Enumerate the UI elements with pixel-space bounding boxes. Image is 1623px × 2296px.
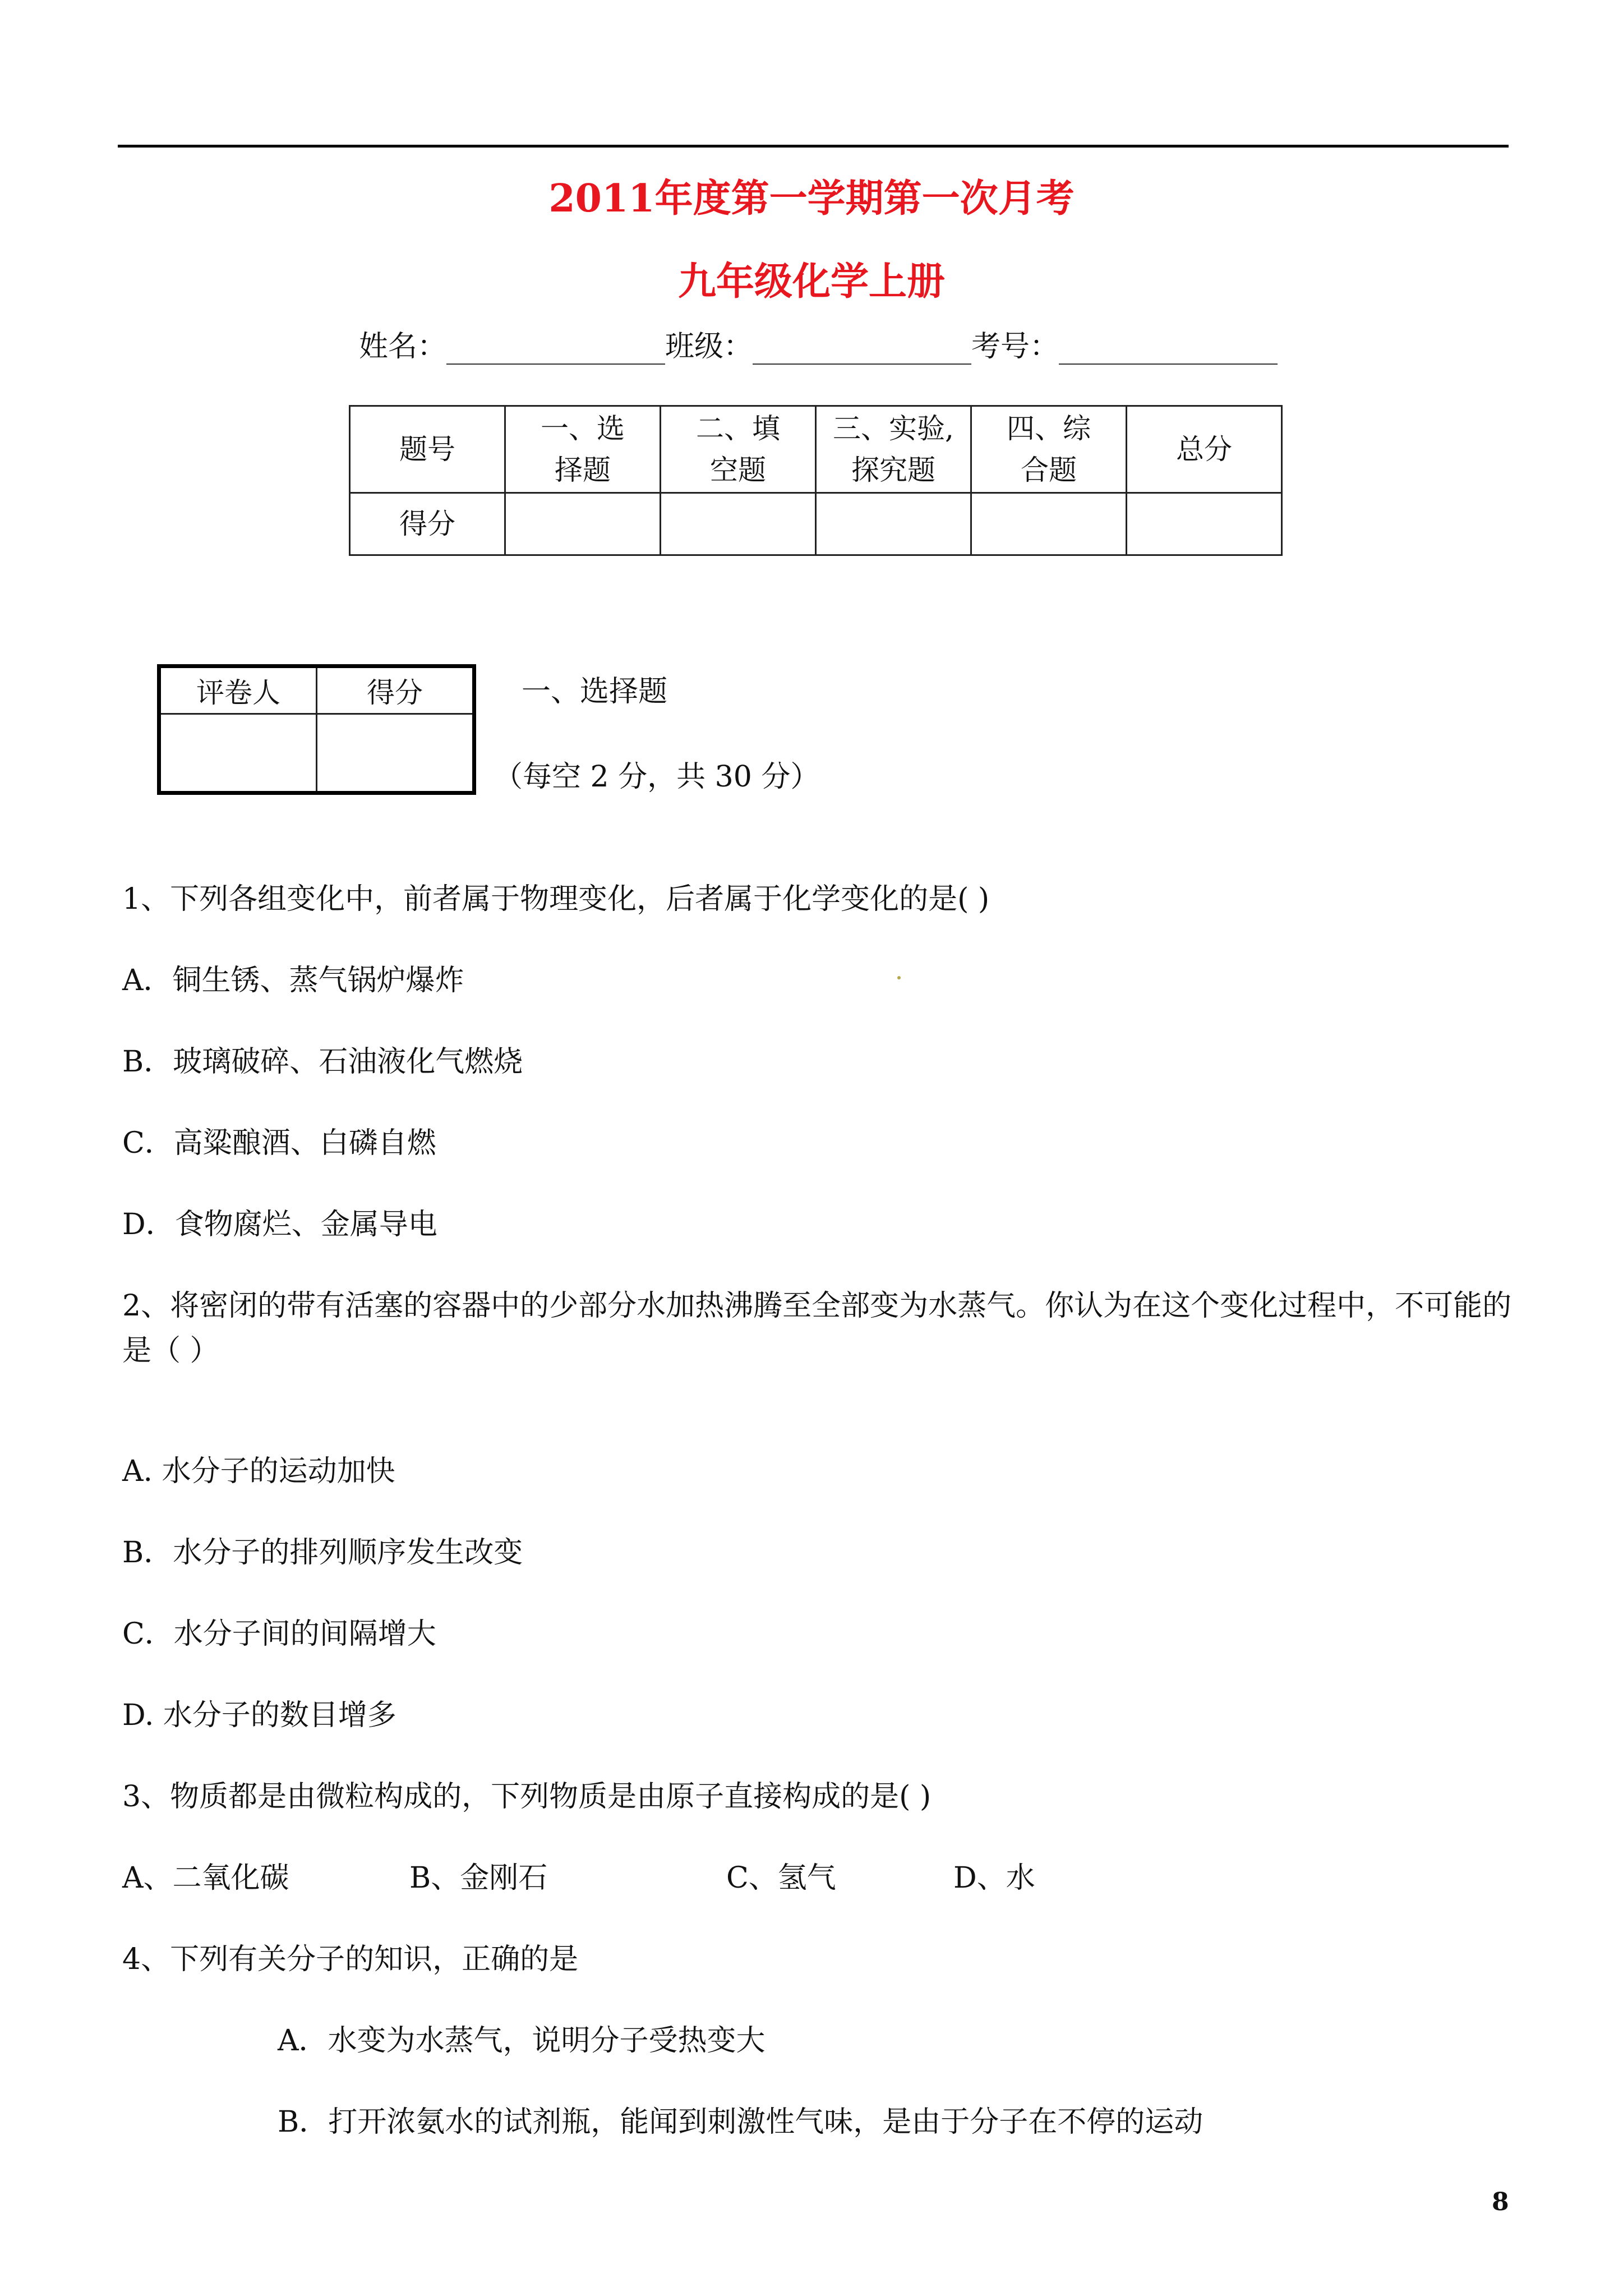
score-header-cell: 总分	[1127, 406, 1282, 493]
question-1: 1、下列各组变化中，前者属于物理变化，后者属于化学变化的是( )	[122, 882, 990, 916]
header-rule	[118, 145, 1509, 148]
class-label: 班级：	[665, 330, 753, 364]
q2-option-a: A. 水分子的运动加快	[122, 1455, 395, 1488]
grader-header: 评卷人	[159, 666, 317, 714]
score-header-cell: 二、填空题	[661, 406, 816, 493]
score-header-cell: 四、综合题	[971, 406, 1127, 493]
stray-dot	[897, 976, 901, 979]
number-field[interactable]	[1059, 339, 1278, 365]
q1-option-a: A．铜生锈、蒸气锅炉爆炸	[122, 964, 464, 997]
q2-option-c: C．水分子间的间隔增大	[122, 1617, 436, 1651]
score-cell[interactable]	[971, 493, 1127, 555]
q3-option-d: D、水	[953, 1861, 1035, 1895]
question-4: 4、下列有关分子的知识，正确的是	[122, 1943, 579, 1976]
section-note: （每空 2 分，共 30 分）	[494, 760, 820, 794]
question-3: 3、物质都是由微粒构成的，下列物质是由原子直接构成的是( )	[122, 1780, 932, 1814]
number-label: 考号：	[971, 330, 1059, 364]
grader-table	[157, 664, 476, 795]
grader-score-cell[interactable]	[317, 714, 474, 793]
q1-option-b: B．玻璃破碎、石油液化气燃烧	[122, 1045, 523, 1079]
exam-title: 2011年度第一学期第一次月考	[548, 176, 1075, 221]
name-label: 姓名：	[359, 330, 447, 364]
score-cell[interactable]	[661, 493, 816, 555]
grader-score-header: 得分	[317, 666, 474, 714]
q3-option-b: B、金刚石	[409, 1861, 548, 1895]
q2-option-b: B．水分子的排列顺序发生改变	[122, 1536, 523, 1570]
score-header-cell: 三、实验,探究题	[816, 406, 971, 493]
score-cell[interactable]	[505, 493, 661, 555]
score-header-cell: 题号	[350, 406, 505, 493]
q4-option-a: A．水变为水蒸气，说明分子受热变大	[278, 2024, 766, 2058]
exam-subtitle: 九年级化学上册	[677, 259, 945, 304]
question-2-line1: 2、将密闭的带有活塞的容器中的少部分水加热沸腾至全部变为水蒸气。你认为在这个变化过程中，不可能的	[122, 1289, 1512, 1323]
score-row-label: 得分	[350, 493, 505, 555]
student-info-line	[359, 323, 1278, 365]
q3-option-c: C、氢气	[726, 1861, 836, 1895]
score-table	[349, 405, 1283, 556]
name-field[interactable]	[446, 339, 665, 365]
grader-cell[interactable]	[159, 714, 317, 793]
section-title: 一、选择题	[522, 675, 668, 708]
q2-option-d: D. 水分子的数目增多	[122, 1699, 396, 1732]
page-number: 8	[1492, 2188, 1509, 2216]
q1-option-c: C．高粱酿酒、白磷自燃	[122, 1126, 436, 1160]
q4-option-b: B．打开浓氨水的试剂瓶，能闻到刺激性气味，是由于分子在不停的运动	[278, 2105, 1204, 2139]
score-header-cell: 一、选择题	[505, 406, 661, 493]
score-cell[interactable]	[816, 493, 971, 555]
q3-option-a: A、二氧化碳	[122, 1861, 289, 1895]
score-cell[interactable]	[1127, 493, 1282, 555]
question-2-line2: 是（ ）	[122, 1334, 219, 1368]
q1-option-d: D．食物腐烂、金属导电	[122, 1208, 437, 1241]
class-field[interactable]	[753, 339, 971, 365]
